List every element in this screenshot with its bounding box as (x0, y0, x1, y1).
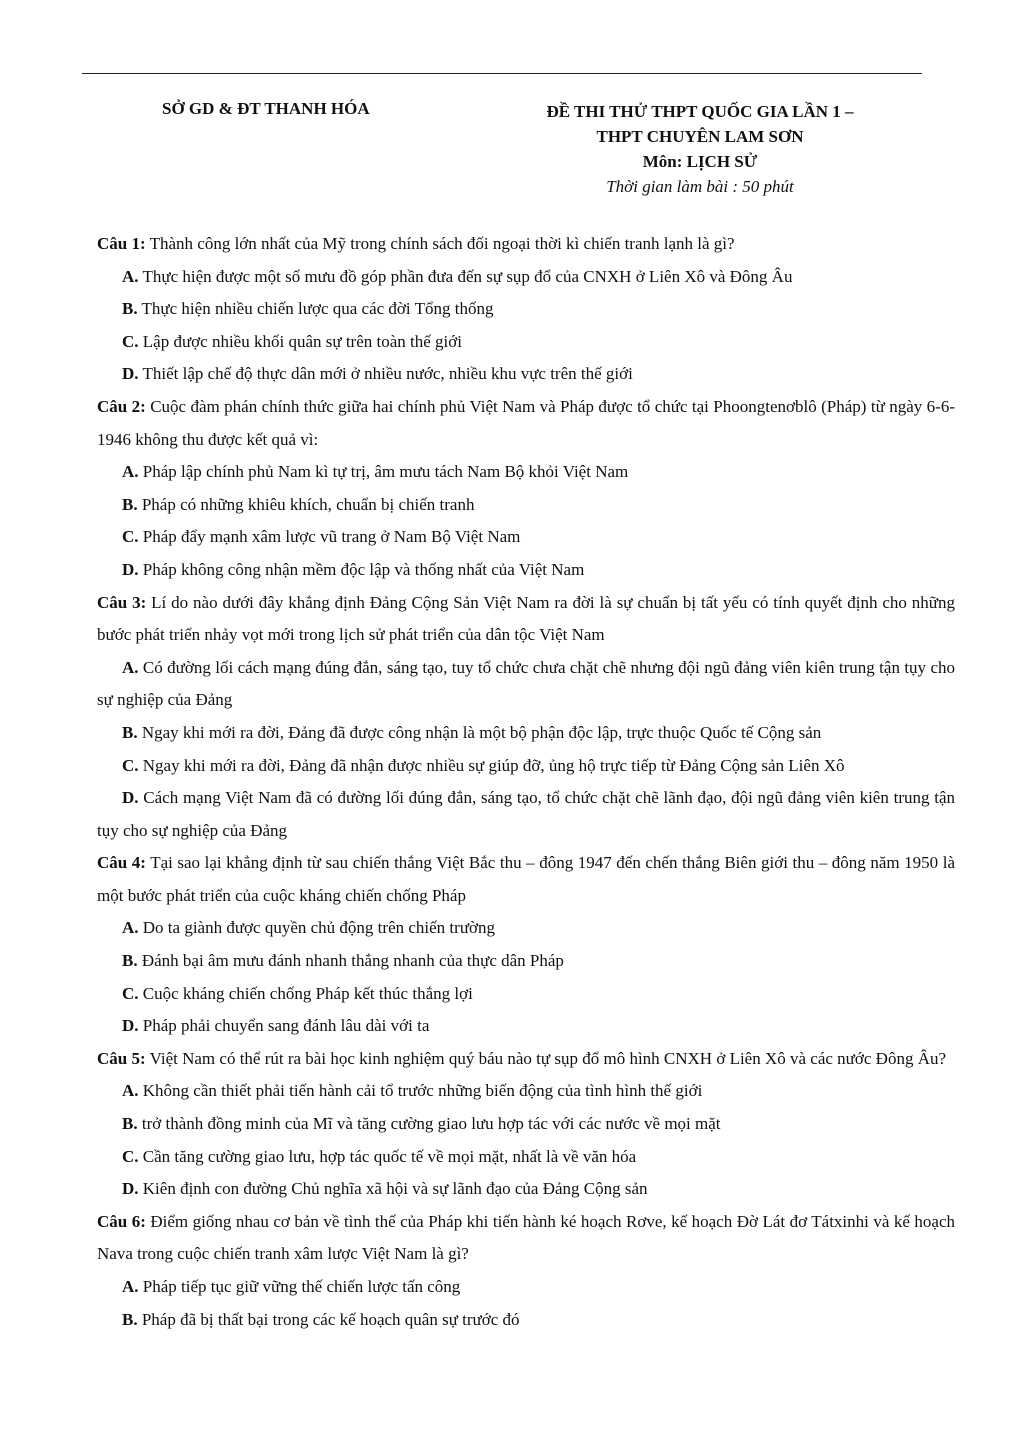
top-rule (82, 73, 922, 74)
option-text: Pháp không công nhận mềm độc lập và thống nhất của Việt Nam (138, 559, 585, 579)
question-text: Thành công lớn nhất của Mỹ trong chính sách đối ngoại thời kì chiến tranh lạnh là gì? (145, 234, 735, 253)
option-label: D. (122, 559, 139, 579)
option-1b (97, 293, 955, 326)
option-label: B. (122, 494, 138, 514)
question-label: Câu 1: (97, 234, 146, 253)
question-label: Câu 2: (97, 396, 146, 416)
question-text: Tại sao lại khẳng định từ sau chiến thắng Việt Bắc thu – đông 1947 đến chến thắng Biên giới thu – đông năm 1950 là một bước phát triển của cuộc kháng chiến chống Pháp (97, 853, 955, 905)
question-text: Lí do nào dưới đây khẳng định Đảng Cộng Sản Việt Nam ra đời là sự chuẩn bị tất yếu có tính quyết định cho những bước phát triển nhảy vọt mới trong lịch sử phát triển của dân tộc Việt Nam (97, 592, 955, 645)
option-text: trở thành đồng minh của Mĩ và tăng cường giao lưu hợp tác với các nước về mọi mặt (137, 1114, 721, 1134)
option-2b (97, 489, 955, 522)
option-6a (97, 1271, 955, 1304)
option-label: B. (122, 1114, 138, 1134)
option-text: Cuộc kháng chiến chống Pháp kết thúc thắng lợi (138, 983, 473, 1003)
option-3a (97, 652, 955, 717)
option-label: A. (122, 266, 139, 286)
option-5a (97, 1075, 955, 1108)
exam-title-line2: THPT CHUYÊN LAM SƠN (596, 127, 804, 146)
option-label: B. (122, 299, 138, 319)
question-text: Cuộc đàm phán chính thức giữa hai chính phủ Việt Nam và Pháp được tổ chức tại Phoongtenơblô (Pháp) từ ngày 6-6-1946 không thu được kết quả vì: (97, 396, 955, 449)
option-text: Pháp tiếp tục giữ vững thế chiến lược tấn công (138, 1277, 461, 1296)
option-label: B. (122, 1309, 138, 1329)
option-4a (97, 912, 955, 945)
option-4c (97, 978, 955, 1011)
question-2 (97, 391, 955, 456)
option-label: B. (122, 951, 138, 971)
option-text: Thực hiện nhiều chiến lược qua các đời Tổng thống (137, 299, 494, 319)
exam-header (500, 99, 900, 199)
option-label: D. (122, 788, 139, 808)
option-text: Thiết lập chế độ thực dân mới ở nhiều nước, nhiều khu vực trên thế giới (138, 364, 633, 384)
question-text: Việt Nam có thể rút ra bài học kinh nghiệm quý báu nào tự sụp đổ mô hình CNXH ở Liên Xô và các nước Đông Âu? (145, 1048, 947, 1068)
issuer-name: SỞ GD & ĐT THANH HÓA (162, 99, 370, 118)
option-text: Ngay khi mới ra đời, Đảng đã nhận được nhiều sự giúp đỡ, ủng hộ trực tiếp từ Đảng Cộng sản Liên Xô (138, 755, 845, 775)
option-2a (97, 456, 955, 489)
option-text: Ngay khi mới ra đời, Đảng đã được công nhận là một bộ phận độc lập, trực thuộc Quốc tế Cộng sản (137, 722, 822, 742)
option-label: C. (122, 1146, 139, 1166)
option-text: Có đường lối cách mạng đúng đắn, sáng tạo, tuy tổ chức chưa chặt chẽ nhưng đội ngũ đảng viên kiên trung tận tụy cho sự nghiệp của Đảng (97, 657, 955, 710)
exam-title-line1: ĐỀ THI THỬ THPT QUỐC GIA LẦN 1 – (546, 102, 854, 121)
exam-subject: Môn: LỊCH SỬ (642, 152, 758, 171)
option-label: D. (122, 364, 139, 384)
option-label: A. (122, 1081, 139, 1101)
option-label: A. (122, 657, 139, 677)
option-text: Do ta giành được quyền chủ động trên chiến trường (138, 918, 496, 938)
option-text: Cách mạng Việt Nam đã có đường lối đúng đắn, sáng tạo, tổ chức chặt chẽ lãnh đạo, đội ngũ đảng viên kiên trung tận tụy cho sự nghiệp của Đảng (97, 788, 955, 840)
option-label: C. (122, 527, 139, 547)
option-label: C. (122, 331, 139, 351)
option-label: D. (122, 1016, 139, 1036)
option-text: Thực hiện được một số mưu đồ góp phần đưa đến sự sụp đổ của CNXH ở Liên Xô và Đông Âu (138, 266, 793, 286)
option-5b (97, 1108, 955, 1141)
option-1d (97, 358, 955, 391)
exam-time: Thời gian làm bài : 50 phút (606, 177, 794, 196)
questions-list (97, 228, 955, 1336)
question-text: Điểm giống nhau cơ bản về tình thế của Pháp khi tiến hành ké hoạch Rơve, kế hoạch Đờ Lát đơ Tátxinhi và kế hoạch Nava trong cuộc chiến tranh xâm lược Việt Nam là gì? (97, 1211, 955, 1264)
option-label: C. (122, 983, 139, 1003)
option-text: Pháp đẩy mạnh xâm lược vũ trang ở Nam Bộ Việt Nam (138, 527, 521, 547)
question-4 (97, 847, 955, 912)
question-6 (97, 1206, 955, 1271)
option-3c (97, 750, 955, 783)
question-label: Câu 5: (97, 1048, 146, 1068)
option-2c (97, 521, 955, 554)
option-2d (97, 554, 955, 587)
option-text: Pháp phải chuyển sang đánh lâu dài với ta (138, 1016, 430, 1036)
option-label: B. (122, 722, 138, 742)
option-text: Lập được nhiều khối quân sự trên toàn thế giới (138, 331, 462, 351)
option-label: A. (122, 462, 139, 482)
option-5c (97, 1141, 955, 1174)
option-text: Không cần thiết phải tiến hành cải tổ trước những biến động của tình hình thế giới (138, 1081, 703, 1101)
option-text: Cần tăng cường giao lưu, hợp tác quốc tế về mọi mặt, nhất là về văn hóa (138, 1146, 637, 1166)
question-label: Câu 3: (97, 592, 147, 612)
option-label: D. (122, 1179, 139, 1199)
question-1 (97, 228, 955, 261)
question-3 (97, 587, 955, 652)
option-label: C. (122, 755, 139, 775)
option-3b (97, 717, 955, 750)
option-text: Đánh bại âm mưu đánh nhanh thắng nhanh của thực dân Pháp (137, 951, 564, 971)
option-5d (97, 1173, 955, 1206)
question-label: Câu 4: (97, 853, 146, 873)
option-1c (97, 326, 955, 359)
option-label: A. (122, 1277, 139, 1296)
option-4d (97, 1010, 955, 1043)
option-text: Pháp đã bị thất bại trong các kế hoạch quân sự trước đó (137, 1309, 520, 1329)
question-5 (97, 1043, 955, 1076)
option-label: A. (122, 918, 139, 938)
option-4b (97, 945, 955, 978)
option-1a (97, 261, 955, 294)
option-text: Kiên định con đường Chủ nghĩa xã hội và sự lãnh đạo của Đảng Cộng sản (138, 1179, 648, 1199)
option-text: Pháp lập chính phủ Nam kì tự trị, âm mưu tách Nam Bộ khỏi Việt Nam (138, 462, 629, 482)
question-label: Câu 6: (97, 1211, 146, 1231)
option-6b (97, 1304, 955, 1337)
option-3d (97, 782, 955, 847)
option-text: Pháp có những khiêu khích, chuẩn bị chiến tranh (137, 494, 475, 514)
